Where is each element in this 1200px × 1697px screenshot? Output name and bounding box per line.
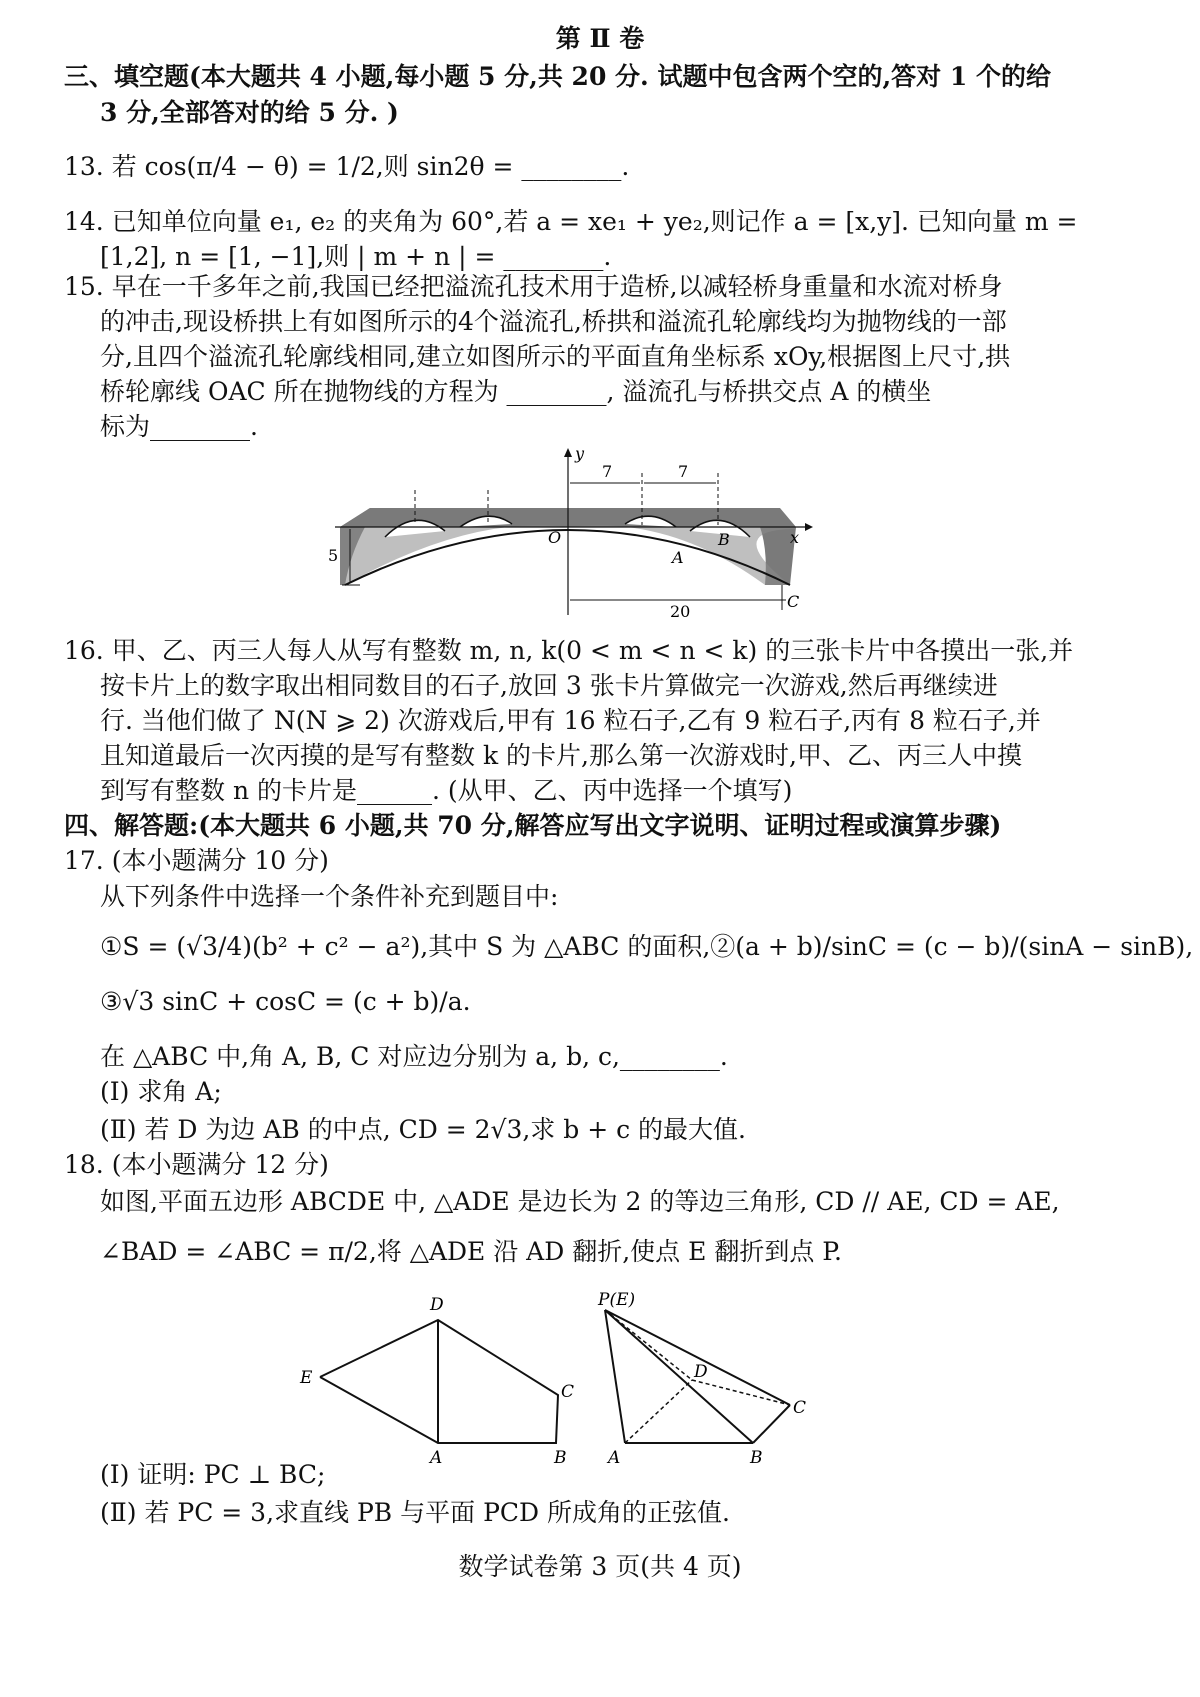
part4-heading: 四、解答题:(本大题共 6 小题,共 70 分,解答应写出文字说明、证明过程或演算步骤)	[64, 811, 1002, 840]
point-c-label: C	[793, 1398, 807, 1418]
question-16-line4: 且知道最后一次丙摸的是写有整数 k 的卡片,那么第一次游戏时,甲、乙、丙三人中摸	[100, 741, 1022, 770]
dimension-5: 5	[328, 546, 339, 565]
y-axis-label: y	[575, 445, 585, 463]
question-18-line2: ∠BAD = ∠ABC = π/2,将 △ADE 沿 AD 翻折,使点 E 翻折到点 P.	[100, 1237, 842, 1266]
point-c-label: C	[787, 592, 800, 611]
question-15-line5: 标为________.	[100, 412, 258, 441]
question-17-intro: 从下列条件中选择一个条件补充到题目中:	[100, 882, 559, 911]
point-d-label: D	[430, 1295, 444, 1315]
part3-heading-line1: 三、填空题(本大题共 4 小题,每小题 5 分,共 20 分. 试题中包含两个空的,答对 1 个的给	[64, 62, 1051, 91]
x-axis-label: x	[790, 528, 800, 547]
origin-label: O	[548, 528, 562, 547]
question-16-line1: 16. 甲、乙、丙三人每人从写有整数 m, n, k(0 < m < n < k) 的三张卡片中各摸出一张,并	[64, 636, 1074, 665]
bridge-arch-figure	[320, 445, 820, 625]
point-d-label: D	[694, 1362, 708, 1382]
question-18-title: 18. (本小题满分 12 分)	[64, 1150, 329, 1179]
question-15-line2: 的冲击,现设桥拱上有如图所示的4个溢流孔,桥拱和溢流孔轮廓线均为抛物线的一部	[100, 307, 1007, 336]
point-b-label: B	[554, 1448, 567, 1468]
question-17-part2: (Ⅱ) 若 D 为边 AB 的中点, CD = 2√3,求 b + c 的最大值.	[100, 1115, 746, 1144]
question-17-title: 17. (本小题满分 10 分)	[64, 846, 329, 875]
question-17-stem: 在 △ABC 中,角 A, B, C 对应边分别为 a, b, c,________.	[100, 1042, 728, 1071]
question-17-part1: (Ⅰ) 求角 A;	[100, 1077, 222, 1106]
question-14-line2: [1,2], n = [1, −1],则 | m + n | = ________.	[100, 242, 612, 271]
point-a-label: A	[430, 1448, 443, 1468]
question-18-line1: 如图,平面五边形 ABCDE 中, △ADE 是边长为 2 的等边三角形, CD // AE, CD = AE,	[100, 1187, 1060, 1216]
question-14-line1: 14. 已知单位向量 e₁, e₂ 的夹角为 60°,若 a = xe₁ + ye₂,则记作 a = [x,y]. 已知向量 m =	[64, 207, 1078, 236]
question-15-line1: 15. 早在一千多年之前,我国已经把溢流孔技术用于造桥,以减轻桥身重量和水流对桥身	[64, 272, 1003, 301]
question-16-line5: 到写有整数 n 的卡片是______. (从甲、乙、丙中选择一个填写)	[100, 776, 793, 805]
question-18-part1: (Ⅰ) 证明: PC ⊥ BC;	[100, 1460, 326, 1489]
point-a-label: A	[608, 1448, 621, 1468]
page-footer: 数学试卷第 3 页(共 4 页)	[458, 1552, 742, 1581]
question-18-part2: (Ⅱ) 若 PC = 3,求直线 PB 与平面 PCD 所成角的正弦值.	[100, 1498, 730, 1527]
question-15-line4: 桥轮廓线 OAC 所在抛物线的方程为 ________, 溢流孔与桥拱交点 A 的横坐	[100, 377, 932, 406]
point-e-label: E	[300, 1368, 313, 1388]
pyramid-figure	[590, 1285, 830, 1470]
dimension-7-right: 7	[678, 462, 689, 481]
question-17-condition-3: ③√3 sinC + cosC = (c + b)/a.	[100, 987, 471, 1016]
question-16-line3: 行. 当他们做了 N(N ⩾ 2) 次游戏后,甲有 16 粒石子,乙有 9 粒石子,丙有 8 粒石子,并	[100, 706, 1041, 735]
question-13: 13. 若 cos(π/4 − θ) = 1/2,则 sin2θ = ________.	[64, 152, 630, 181]
section-title: 第 Ⅱ 卷	[555, 24, 645, 53]
question-17-conditions-1-2: ①S = (√3/4)(b² + c² − a²),其中 S 为 △ABC 的面积,②(a + b)/sinC = (c − b)/(sinA − sinB),	[100, 932, 1194, 961]
dimension-7-left: 7	[602, 462, 613, 481]
question-15-line3: 分,且四个溢流孔轮廓线相同,建立如图所示的平面直角坐标系 xOy,根据图上尺寸,拱	[100, 342, 1011, 371]
point-a-label: A	[672, 548, 684, 567]
dimension-20: 20	[670, 602, 691, 621]
point-b-label: B	[750, 1448, 763, 1468]
pentagon-figure	[290, 1285, 590, 1470]
point-b-label: B	[718, 530, 730, 549]
part3-heading-line2: 3 分,全部答对的给 5 分. )	[100, 98, 399, 127]
question-16-line2: 按卡片上的数字取出相同数目的石子,放回 3 张卡片算做完一次游戏,然后再继续进	[100, 671, 998, 700]
point-c-label: C	[561, 1382, 575, 1402]
point-p-label: P(E)	[598, 1290, 636, 1310]
